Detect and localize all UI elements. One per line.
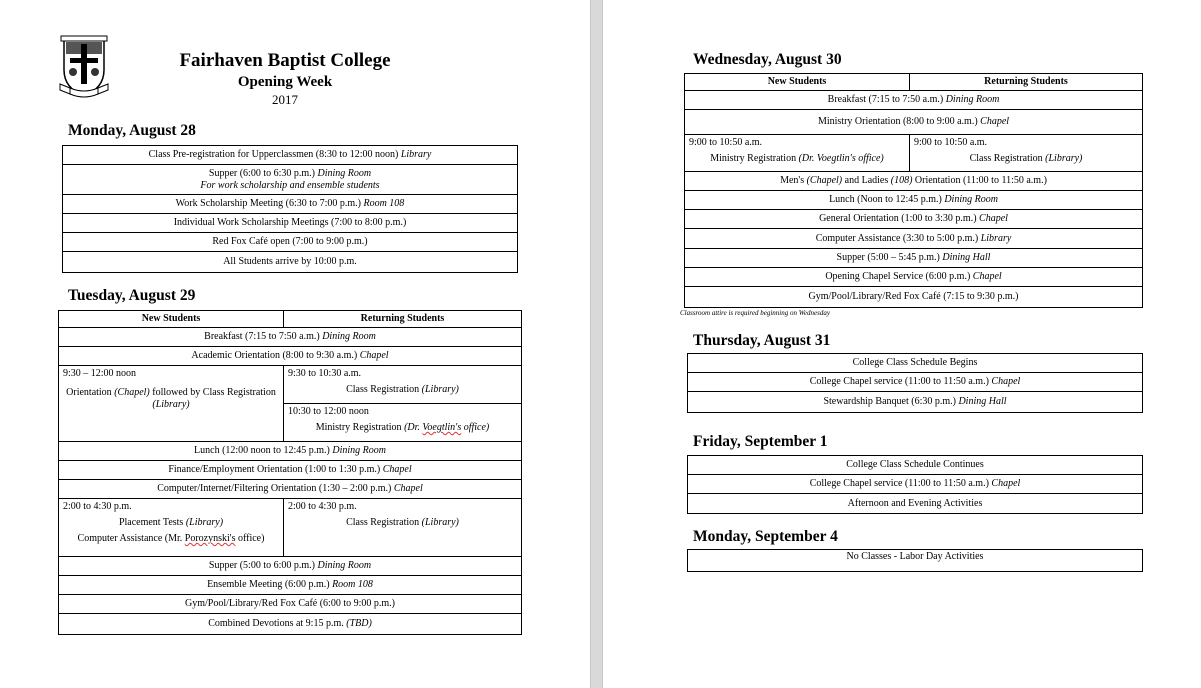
document-subtitle: Opening Week <box>237 74 333 90</box>
document-page-right <box>603 0 1201 688</box>
schedule-row: Gym/Pool/Library/Red Fox Café (7:15 to 9:30 p.m.) <box>685 287 1143 308</box>
schedule-row <box>685 135 1143 172</box>
returning-students-morning-cell: 9:00 to 10:50 a.m. Class Registration (Library) <box>910 135 1143 172</box>
schedule-row: Opening Chapel Service (6:00 p.m.) Chapel <box>685 268 1143 287</box>
returning-students-morning-cell-2: 10:30 to 12:00 noon Ministry Registration (Dr. Voegtlin's office) <box>284 404 522 442</box>
schedule-row: All Students arrive by 10:00 p.m. <box>63 252 518 273</box>
returning-students-afternoon-cell: 2:00 to 4:30 p.m. Class Registration (Library) <box>284 499 522 557</box>
schedule-row <box>59 499 522 557</box>
schedule-row: College Chapel service (11:00 to 11:50 a.m.) Chapel <box>688 475 1143 494</box>
new-students-afternoon-cell: 2:00 to 4:30 p.m. Placement Tests (Library) Computer Assistance (Mr. Porozynski's office) <box>59 499 284 557</box>
schedule-row: Computer Assistance (3:30 to 5:00 p.m.) Library <box>685 229 1143 249</box>
column-header-row <box>685 74 1143 91</box>
column-header-new-students: New Students <box>59 311 284 328</box>
document-year: 2017 <box>272 92 298 107</box>
schedule-row: Individual Work Scholarship Meetings (7:00 to 8:00 p.m.) <box>63 214 518 233</box>
column-header-new-students: New Students <box>685 74 910 91</box>
college-crest-logo <box>58 32 110 98</box>
schedule-row: Men's (Chapel) and Ladies (108) Orientation (11:00 to 11:50 a.m.) <box>685 172 1143 191</box>
schedule-table-friday-sep-1 <box>687 455 1143 514</box>
schedule-row: Finance/Employment Orientation (1:00 to 1:30 p.m.) Chapel <box>59 461 522 480</box>
returning-students-morning-cell-1: 9:30 to 10:30 a.m. Class Registration (Library) <box>284 366 522 404</box>
schedule-table-wednesday-aug-30 <box>684 73 1143 308</box>
page-gutter <box>590 0 603 688</box>
schedule-row: Red Fox Café open (7:00 to 9:00 p.m.) <box>63 233 518 252</box>
schedule-table-tuesday-aug-29 <box>58 310 522 635</box>
column-header-returning-students: Returning Students <box>910 74 1143 91</box>
schedule-row: College Chapel service (11:00 to 11:50 a.m.) Chapel <box>688 373 1143 392</box>
day-heading-monday-aug-28: Monday, August 28 <box>68 122 196 139</box>
schedule-row: Academic Orientation (8:00 to 9:30 a.m.) Chapel <box>59 347 522 366</box>
schedule-row <box>59 366 522 404</box>
schedule-row: Computer/Internet/Filtering Orientation (1:30 – 2:00 p.m.) Chapel <box>59 480 522 499</box>
schedule-row: College Class Schedule Begins <box>688 354 1143 373</box>
new-students-morning-cell: 9:00 to 10:50 a.m. Ministry Registration (Dr. Voegtlin's office) <box>685 135 910 172</box>
document-page-left <box>0 0 590 688</box>
schedule-row: Lunch (12:00 noon to 12:45 p.m.) Dining Room <box>59 442 522 461</box>
schedule-row: College Class Schedule Continues <box>688 456 1143 475</box>
day-heading-tuesday-aug-29: Tuesday, August 29 <box>68 287 196 304</box>
schedule-row: Stewardship Banquet (6:30 p.m.) Dining Hall <box>688 392 1143 413</box>
schedule-table-monday-aug-28 <box>62 145 518 273</box>
schedule-row: Work Scholarship Meeting (6:30 to 7:00 p.m.) Room 108 <box>63 195 518 214</box>
schedule-row: Supper (5:00 – 5:45 p.m.) Dining Hall <box>685 249 1143 268</box>
schedule-row: Supper (6:00 to 6:30 p.m.) Dining Room For work scholarship and ensemble students <box>63 165 518 195</box>
schedule-row: Supper (5:00 to 6:00 p.m.) Dining Room <box>59 557 522 576</box>
day-heading-monday-sep-4: Monday, September 4 <box>693 528 838 545</box>
schedule-row: Combined Devotions at 9:15 p.m. (TBD) <box>59 614 522 635</box>
schedule-row: Lunch (Noon to 12:45 p.m.) Dining Room <box>685 191 1143 210</box>
day-heading-thursday-aug-31: Thursday, August 31 <box>693 332 831 349</box>
schedule-table-monday-sep-4 <box>687 549 1143 572</box>
schedule-row: Ministry Orientation (8:00 to 9:00 a.m.) Chapel <box>685 110 1143 135</box>
schedule-row: Breakfast (7:15 to 7:50 a.m.) Dining Room <box>685 91 1143 110</box>
new-students-morning-cell: 9:30 – 12:00 noon Orientation (Chapel) followed by Class Registration (Library) <box>59 366 284 442</box>
schedule-row: General Orientation (1:00 to 3:30 p.m.) Chapel <box>685 210 1143 229</box>
column-header-row <box>59 311 522 328</box>
day-heading-friday-sep-1: Friday, September 1 <box>693 433 828 450</box>
schedule-row: Breakfast (7:15 to 7:50 a.m.) Dining Room <box>59 328 522 347</box>
day-heading-wednesday-aug-30: Wednesday, August 30 <box>693 51 842 68</box>
schedule-table-thursday-aug-31 <box>687 353 1143 413</box>
college-title: Fairhaven Baptist College <box>179 50 391 71</box>
schedule-row: Afternoon and Evening Activities <box>688 494 1143 514</box>
schedule-row: No Classes - Labor Day Activities <box>688 550 1143 572</box>
schedule-row: Class Pre-registration for Upperclassmen (8:30 to 12:00 noon) Library <box>63 146 518 165</box>
schedule-row: Ensemble Meeting (6:00 p.m.) Room 108 <box>59 576 522 595</box>
attire-note: Classroom attire is required beginning on Wednesday <box>680 309 830 317</box>
schedule-row: Gym/Pool/Library/Red Fox Café (6:00 to 9:00 p.m.) <box>59 595 522 614</box>
column-header-returning-students: Returning Students <box>284 311 522 328</box>
